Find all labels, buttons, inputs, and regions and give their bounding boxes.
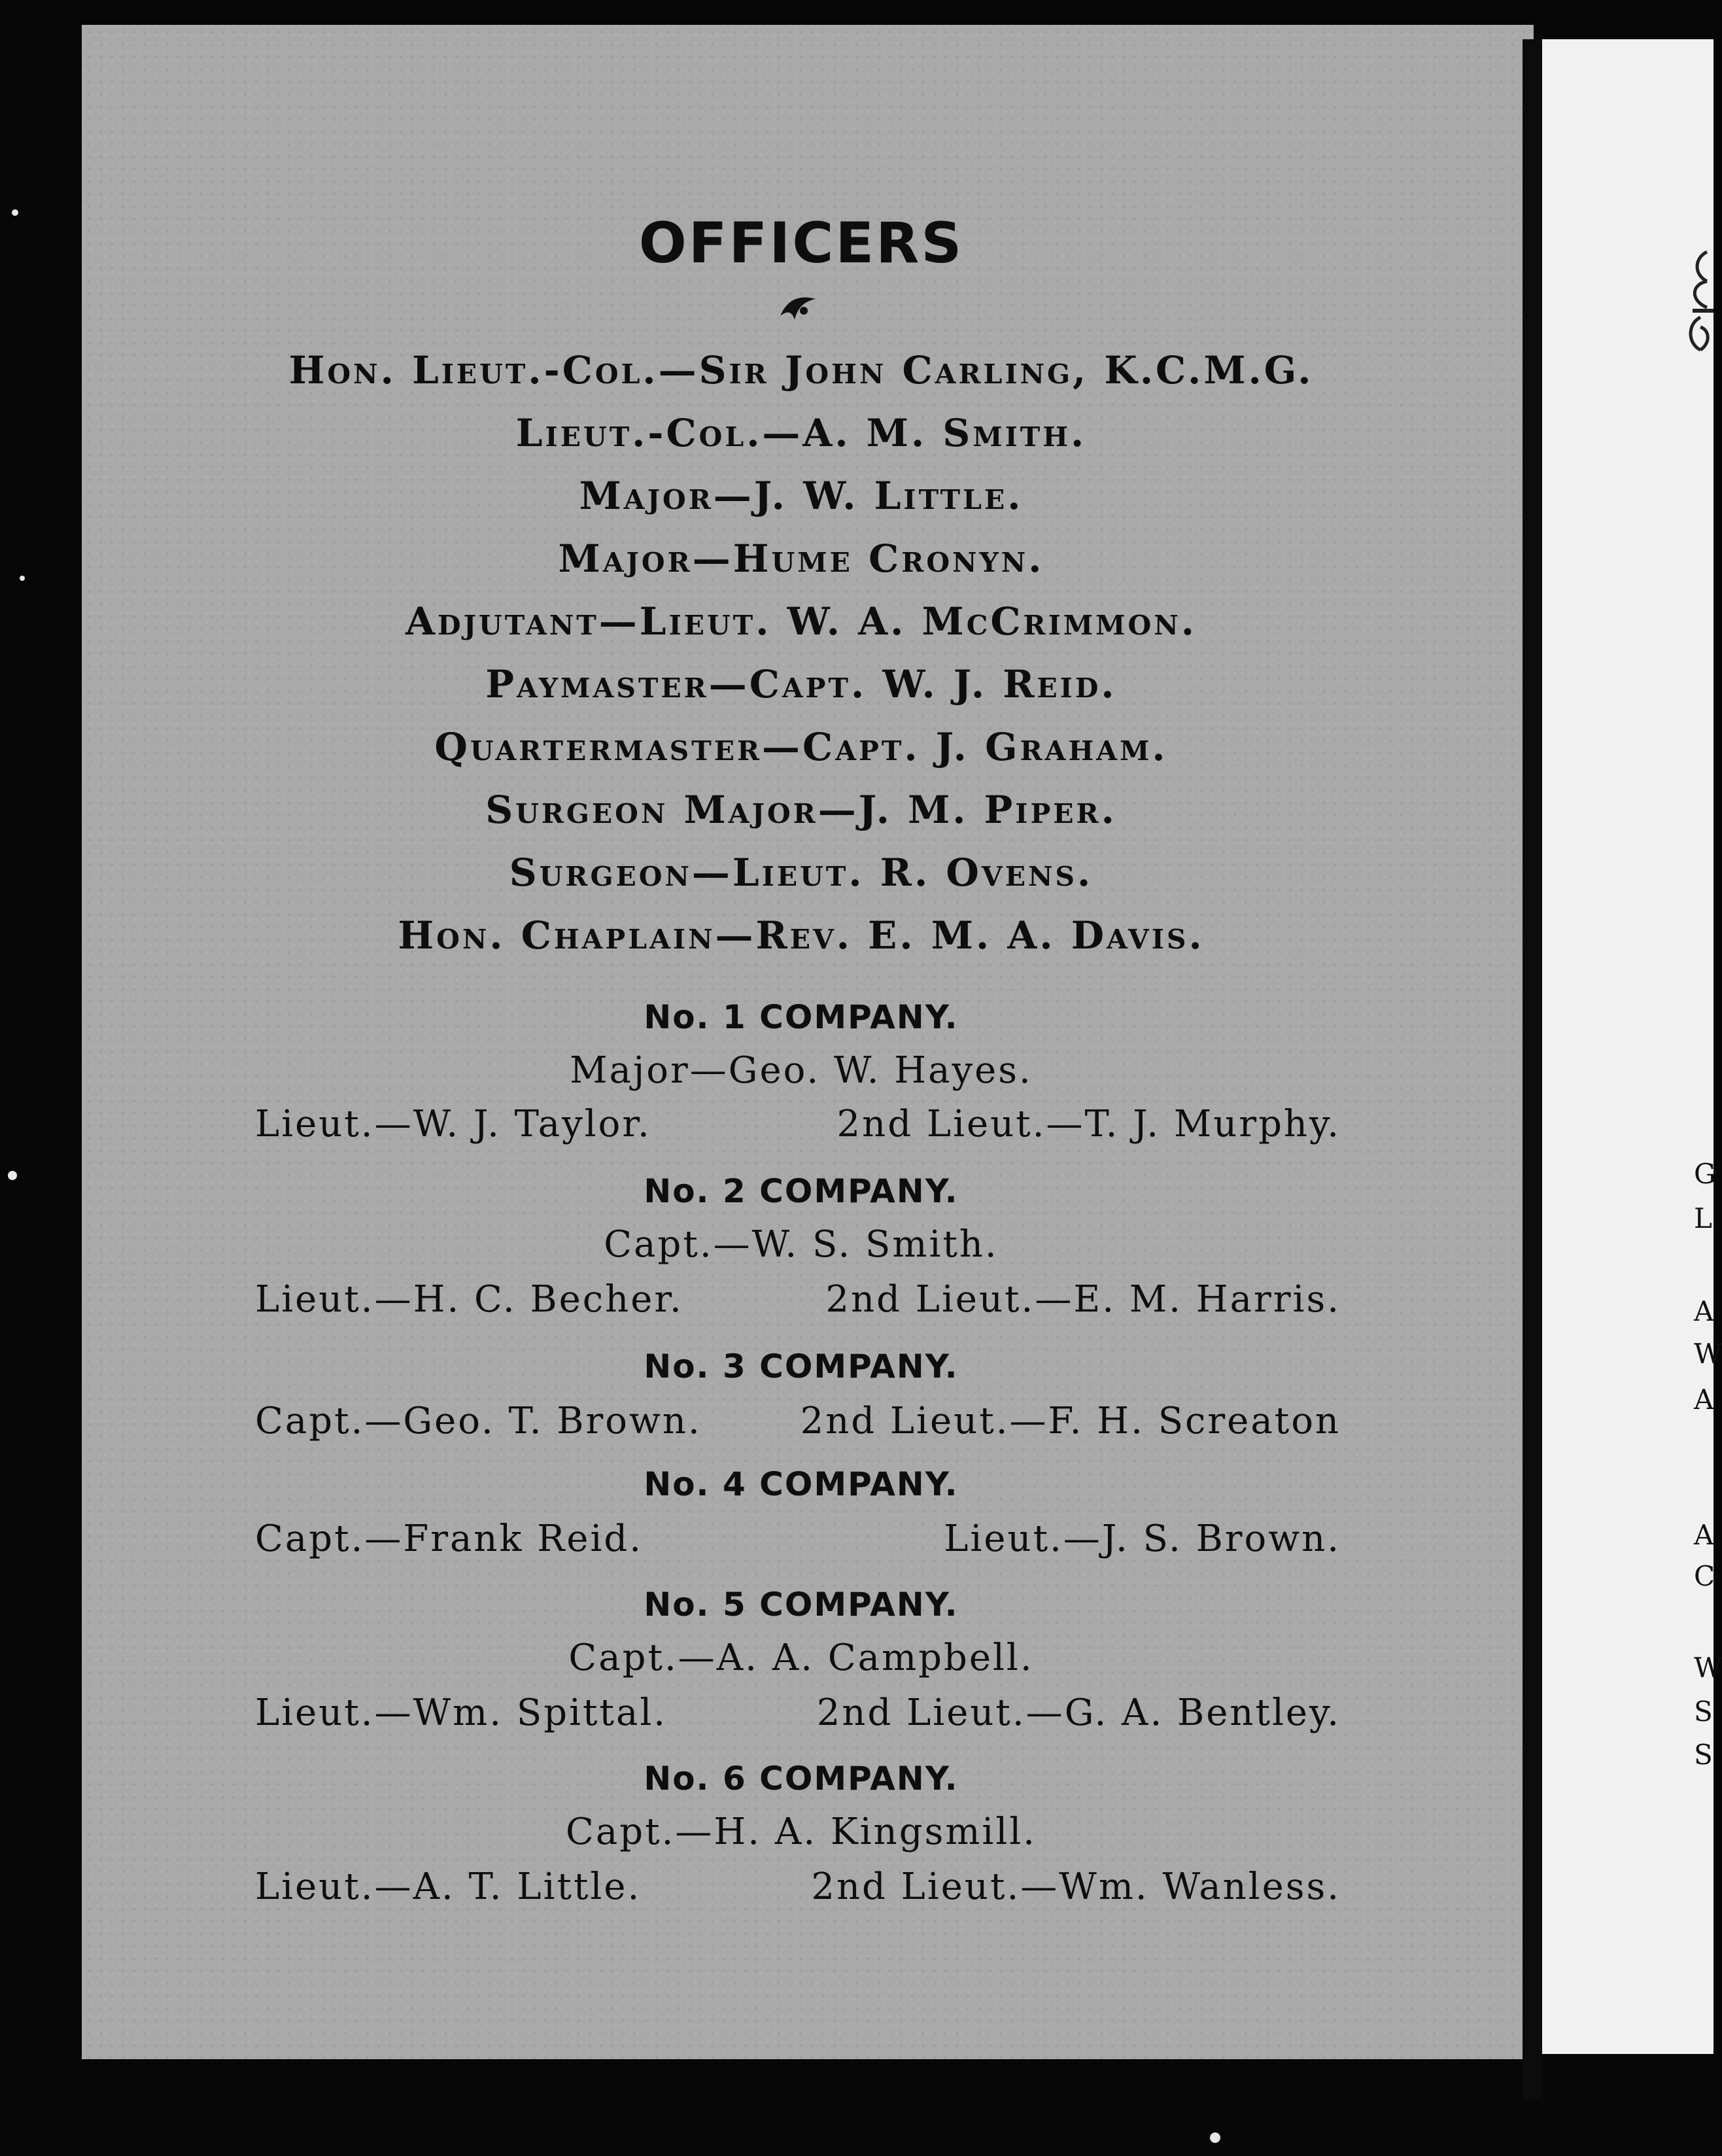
company-heading: No. 3 COMPANY.	[644, 1348, 959, 1385]
officer-left: Lieut.—A. T. Little.	[255, 1866, 642, 1908]
officer-right: 2nd Lieut.—Wm. Wanless.	[811, 1866, 1341, 1908]
company-commander: Capt.—W. S. Smith.	[604, 1223, 999, 1266]
page-title: OFFICERS	[638, 211, 964, 276]
staff-officer-line: Major—Hume Cronyn.	[558, 536, 1044, 581]
staff-officer-line: Lieut.-Col.—A. M. Smith.	[515, 411, 1087, 455]
company-heading: No. 2 COMPANY.	[644, 1172, 959, 1210]
company-commander: Capt.—A. A. Campbell.	[568, 1637, 1034, 1679]
facing-letter: A	[1694, 1519, 1714, 1551]
officer-right: 2nd Lieut.—F. H. Screaton	[800, 1400, 1341, 1442]
facing-letter: C	[1694, 1560, 1715, 1592]
scan-speck	[12, 209, 18, 216]
staff-officer-line: Hon. Lieut.-Col.—Sir John Carling, K.C.M.G.	[288, 348, 1314, 392]
staff-officer-line: Surgeon Major—J. M. Piper.	[485, 788, 1117, 832]
officer-right: 2nd Lieut.—G. A. Bentley.	[816, 1692, 1341, 1734]
company-commander: Capt.—H. A. Kingsmill.	[566, 1811, 1037, 1853]
facing-letter: A	[1694, 1295, 1714, 1327]
officer-left: Capt.—Frank Reid.	[255, 1518, 644, 1560]
staff-officer-line: Paymaster—Capt. W. J. Reid.	[485, 662, 1117, 706]
staff-officer-line: Adjutant—Lieut. W. A. McCrimmon.	[405, 599, 1197, 644]
officer-right: Lieut.—J. S. Brown.	[944, 1518, 1341, 1560]
scan-speck	[8, 1171, 17, 1180]
staff-officer-line: Major—J. W. Little.	[579, 474, 1024, 518]
scan-speck	[20, 576, 25, 581]
officer-left: Lieut.—H. C. Becher.	[255, 1278, 683, 1321]
scan-speck	[1210, 2132, 1220, 2143]
fleuron-icon	[775, 291, 821, 324]
officer-right: 2nd Lieut.—T. J. Murphy.	[836, 1103, 1341, 1145]
facing-letter: A	[1694, 1383, 1714, 1416]
officer-left: Lieut.—Wm. Spittal.	[255, 1692, 668, 1734]
staff-officer-line: Hon. Chaplain—Rev. E. M. A. Davis.	[398, 913, 1205, 958]
officer-left: Lieut.—W. J. Taylor.	[255, 1103, 651, 1145]
facing-letter: L	[1694, 1202, 1712, 1234]
staff-officer-line: Surgeon—Lieut. R. Ovens.	[509, 850, 1093, 895]
officer-right: 2nd Lieut.—E. M. Harris.	[825, 1278, 1341, 1321]
facing-letter: G	[1694, 1158, 1716, 1190]
company-heading: No. 1 COMPANY.	[644, 998, 959, 1036]
facing-letter: S	[1694, 1739, 1713, 1771]
facing-letter: W	[1694, 1338, 1722, 1370]
facing-letter: W	[1694, 1652, 1722, 1684]
officer-left: Capt.—Geo. T. Brown.	[255, 1400, 702, 1442]
facing-letter: S	[1694, 1695, 1713, 1728]
company-heading: No. 4 COMPANY.	[644, 1465, 959, 1503]
staff-officer-line: Quartermaster—Capt. J. Graham.	[434, 725, 1168, 769]
company-commander: Major—Geo. W. Hayes.	[570, 1049, 1033, 1092]
company-heading: No. 5 COMPANY.	[644, 1586, 959, 1624]
company-heading: No. 6 COMPANY.	[644, 1760, 959, 1798]
